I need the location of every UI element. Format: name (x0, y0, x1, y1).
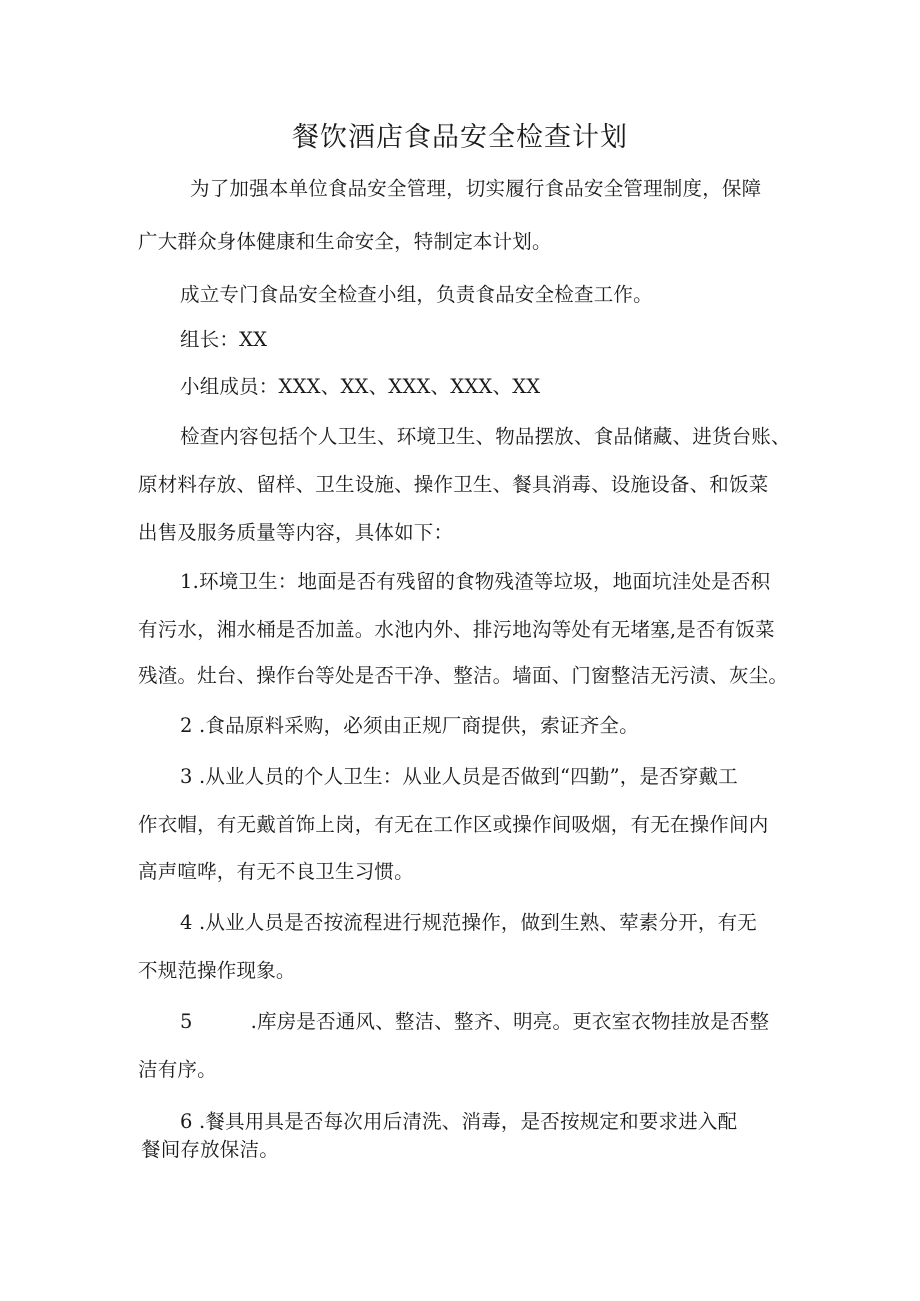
scope-line-3: 出售及服务质量等内容，具体如下： (138, 521, 454, 544)
document-title: 餐饮酒店食品安全检查计划 (292, 122, 628, 153)
item-6-line-2: 餐间存放保洁。 (141, 1138, 279, 1161)
intro-line-1: 为了加强本单位食品安全管理，切实履行食品安全管理制度，保障 (190, 177, 762, 200)
item-3-line-1: 3 .从业人员的个人卫生：从业人员是否做到“四勤”，是否穿戴工 (180, 765, 738, 788)
item-3-line-2: 作衣帽，有无戴首饰上岗，有无在工作区或操作间吸烟，有无在操作间内 (138, 813, 769, 836)
item-1-line-3: 残渣。灶台、操作台等处是否干净、整洁。墙面、门窗整洁无污渍、灰尘。 (138, 664, 789, 687)
item-4-line-2: 不规范操作现象。 (138, 959, 296, 982)
item-5-number: 5 (180, 1010, 193, 1033)
item-2: 2 .食品原料采购，必须由正规厂商提供，索证齐全。 (180, 714, 639, 737)
team-leader: 组长：XX (180, 328, 268, 351)
item-4-line-1: 4 .从业人员是否按流程进行规范操作，做到生熟、荤素分开，有无 (180, 911, 758, 934)
team-paragraph: 成立专门食品安全检查小组，负责食品安全检查工作。 (180, 283, 653, 306)
item-5-line-2: 洁有序。 (138, 1058, 217, 1081)
item-5-text: .库房是否通风、整洁、整齐、明亮。更衣室衣物挂放是否整 (250, 1010, 770, 1033)
item-3-line-3: 高声喧哗，有无不良卫生习惯。 (138, 860, 414, 883)
item-1-line-2: 有污水，湘水桶是否加盖。水池内外、排污地沟等处有无堵塞,是否有饭菜 (138, 618, 775, 641)
item-1-line-1: 1.环境卫生：地面是否有残留的食物残渣等垃圾，地面坑洼处是否积 (180, 570, 771, 593)
scope-line-1: 检查内容包括个人卫生、环境卫生、物品摆放、食品储藏、进货台账、 (180, 425, 791, 448)
item-5-line-1 (180, 1008, 769, 1036)
intro-line-2: 广大群众身体健康和生命安全，特制定本计划。 (138, 230, 552, 253)
scope-line-2: 原材料存放、留样、卫生设施、操作卫生、餐具消毒、设施设备、和饭菜 (138, 473, 769, 496)
team-members: 小组成员：XXX、XX、XXX、XXX、XX (180, 375, 541, 398)
item-6-line-1: 6 .餐具用具是否每次用后清洗、消毒，是否按规定和要求进入配 (180, 1110, 738, 1133)
